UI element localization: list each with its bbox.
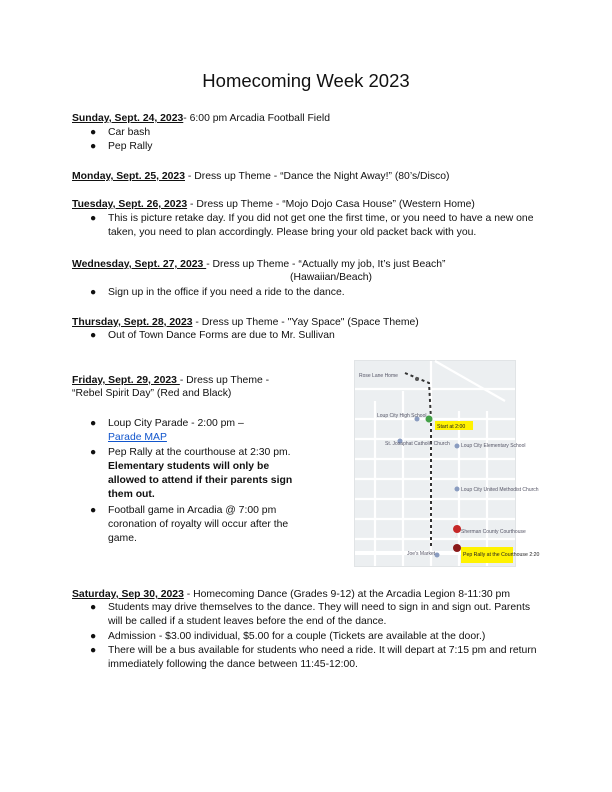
elementary-pin-icon [455,444,460,449]
wednesday-date: Wednesday, Sept. 27, 2023 [72,259,207,270]
map-label-pep-rally: Pep Rally at the Courthouse 2:20 [463,552,540,558]
friday-text: - Dress up Theme - [179,375,270,386]
list-item: ● Pep Rally at the courthouse at 2:30 pm. Elementary students will only be allowed to attend if their parents sign them out. [90,447,293,500]
friday-heading [72,374,269,387]
map-label-high-school: Loup City High School [377,413,427,419]
thursday-date: Thursday, Sept. 28, 2023 [72,317,193,328]
list-item: ● Football game in Arcadia @ 7:00 pm coronation of royalty will occur after the game. [90,505,289,544]
list-item: ● Pep Rally [90,141,153,152]
list-item: ● This is picture retake day. If you did not get one the first time, or you need to have a new one taken, you need to plan accordingly. Please bring your old packet back with you. [90,213,534,238]
page-title: Homecoming Week 2023 [202,70,410,91]
sunday-text: - 6:00 pm Arcadia Football Field [183,113,330,124]
thursday-text: - Dress up Theme - "Yay Space" (Space Theme) [192,317,419,328]
wednesday-heading [72,258,445,271]
list-item: ● Admission - $3.00 individual, $5.00 for a couple (Tickets are available at the door.) [90,631,486,642]
wednesday-theme-note: (Hawaiian/Beach) [290,272,373,283]
map-label-courthouse: Sherman County Courthouse [461,529,526,535]
map-label-market: Joe's Market [407,551,436,557]
list-item: ● There will be a bus available for students who need a ride. It will depart at 7:15 pm and return immediately following the dance between 11:45-12:00. [90,645,537,670]
start-pin-icon [426,416,433,423]
list-item: ● Students may drive themselves to the dance. They will need to sign in and sign out. Parents will be called if a student leaves before the end of the dance. [90,602,531,627]
saturday-date: Saturday, Sep 30, 2023 [72,589,184,600]
monday-heading [72,170,449,183]
sunday-date: Sunday, Sept. 24, 2023 [72,113,184,124]
sunday-heading [72,112,330,125]
parade-map-link[interactable]: Parade MAP [108,432,167,443]
friday-theme: “Rebel Spirit Day” (Red and Black) [72,388,232,399]
list-item: ● Loup City Parade - 2:00 pm – Parade MAP [90,418,244,443]
list-item: ● Car bash [90,127,151,138]
saturday-text: - Homecoming Dance (Grades 9-12) at the Arcadia Legion 8-11:30 pm [183,589,510,600]
map-label-rose-lane: Rose Lane Home [359,373,398,379]
market-pin-icon [435,553,440,558]
tuesday-date: Tuesday, Sept. 26, 2023 [72,199,188,210]
thursday-heading [72,316,419,329]
list-item: ● Sign up in the office if you need a ride to the dance. [90,287,345,298]
wednesday-text: - Dress up Theme - “Actually my job, It’s just Beach” [206,259,446,270]
tuesday-heading [72,198,475,211]
friday-date: Friday, Sept. 29, 2023 [72,375,180,386]
pep-rally-pin-icon [453,544,461,552]
map-label-catholic: St. Josaphat Catholic Church [385,441,450,447]
map-label-methodist: Loup City United Methodist Church [461,487,539,493]
parade-map[interactable] [354,360,540,567]
tuesday-text: - Dress up Theme - “Mojo Dojo Casa House” (Western Home) [187,199,475,210]
list-item: ● Out of Town Dance Forms are due to Mr. Sullivan [90,330,335,341]
methodist-pin-icon [455,487,460,492]
map-label-elementary: Loup City Elementary School [461,443,526,449]
saturday-heading [72,588,510,601]
monday-text: - Dress up Theme - “Dance the Night Away!” (80’s/Disco) [185,171,450,182]
monday-date: Monday, Sept. 25, 2023 [72,171,185,182]
map-label-start: Start at 2:00 [437,424,466,430]
